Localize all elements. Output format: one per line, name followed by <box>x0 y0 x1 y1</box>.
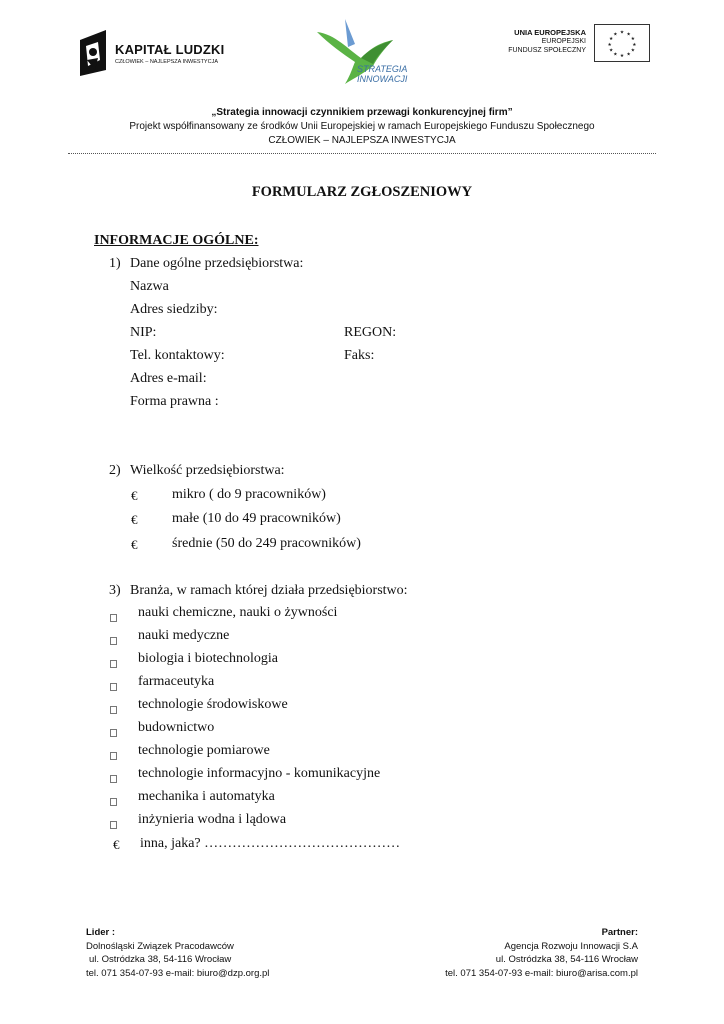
size-option-bullet[interactable]: € <box>131 537 138 552</box>
section-heading: INFORMACJE OGÓLNE: <box>94 233 259 248</box>
industry-option: technologie informacyjno - komunikacyjne <box>138 766 381 781</box>
svg-text:★: ★ <box>619 30 625 36</box>
q2-number: 2) <box>109 463 121 478</box>
industry-checkbox[interactable] <box>110 632 117 650</box>
footer-partner-address: ul. Ostródzka 38, 54-116 Wrocław <box>495 954 638 965</box>
industry-option: technologie środowiskowe <box>138 697 288 712</box>
q1-label: Dane ogólne przedsiębiorstwa: <box>130 256 304 271</box>
header-divider <box>68 153 656 154</box>
strategia-innowacji-logo <box>315 14 425 90</box>
industry-option: technologie pomiarowe <box>138 743 270 758</box>
industry-checkbox[interactable] <box>110 770 117 788</box>
size-option-bullet[interactable]: € <box>131 512 138 527</box>
size-option-srednie: średnie (50 do 249 pracowników) <box>172 536 361 551</box>
size-option-male: małe (10 do 49 pracowników) <box>172 511 341 526</box>
svg-text:★: ★ <box>608 48 614 54</box>
industry-other-bullet[interactable]: € <box>113 837 120 852</box>
industry-option: nauki medyczne <box>138 628 230 643</box>
svg-text:★: ★ <box>613 32 618 38</box>
size-option-mikro: mikro ( do 9 pracowników) <box>172 487 326 502</box>
industry-checkbox[interactable] <box>110 655 117 673</box>
industry-option: nauki chemiczne, nauki o żywności <box>138 605 338 620</box>
field-nazwa-label: Nazwa <box>130 279 169 294</box>
svg-text:★: ★ <box>619 54 625 60</box>
field-faks-label: Faks: <box>344 348 375 363</box>
eu-title: UNIA EUROPEJSKA <box>514 28 586 37</box>
footer-lider <box>86 926 269 980</box>
q3-label: Branża, w ramach której działa przedsiębiorstwo: <box>130 583 408 598</box>
industry-option: inżynieria wodna i lądowa <box>138 812 287 827</box>
eu-logo <box>480 24 652 64</box>
project-slogan-line: CZŁOWIEK – NAJLEPSZA INWESTYCJA <box>268 135 456 146</box>
industry-other-option: inna, jaka? …………………………………… <box>140 836 401 851</box>
svg-text:★: ★ <box>608 37 614 43</box>
industry-option: mechanika i automatyka <box>138 789 275 804</box>
q3-number: 3) <box>109 583 121 598</box>
eu-subtitle-1: EUROPEJSKI <box>541 38 586 45</box>
svg-text:★: ★ <box>630 37 636 43</box>
strategia-line: STRATEGIA <box>357 64 408 74</box>
kapital-ludzki-mark-icon <box>78 30 108 76</box>
footer-partner <box>445 926 638 980</box>
industry-checkbox[interactable] <box>110 816 117 834</box>
q1-number: 1) <box>109 256 121 271</box>
industry-checkbox[interactable] <box>110 793 117 811</box>
footer-partner-name: Agencja Rozwoju Innowacji S.A <box>504 940 638 952</box>
industry-checkbox[interactable] <box>110 724 117 742</box>
industry-checkbox[interactable] <box>110 609 117 627</box>
svg-text:★: ★ <box>626 52 631 58</box>
svg-text:★: ★ <box>632 42 637 48</box>
field-tel-label: Tel. kontaktowy: <box>130 348 225 363</box>
innowacji-line: INNOWACJI <box>357 74 408 84</box>
svg-text:★: ★ <box>607 42 612 48</box>
kapital-ludzki-logo <box>78 30 228 78</box>
eu-subtitle-2: FUNDUSZ SPOŁECZNY <box>508 47 586 54</box>
q2-label: Wielkość przedsiębiorstwa: <box>130 463 285 478</box>
footer-lider-name: Dolnośląski Związek Pracodawców <box>86 940 234 952</box>
project-title: „Strategia innowacji czynnikiem przewagi konkurencyjnej firm” <box>211 107 513 118</box>
industry-checkbox[interactable] <box>110 678 117 696</box>
svg-text:★: ★ <box>630 48 636 54</box>
svg-text:★: ★ <box>626 32 631 38</box>
eu-flag-icon <box>594 24 650 62</box>
field-email-label: Adres e-mail: <box>130 371 207 386</box>
strategia-innowacji-text <box>357 64 407 84</box>
field-adres-label: Adres siedziby: <box>130 302 218 317</box>
kapital-ludzki-title: KAPITAŁ LUDZKI <box>115 42 225 57</box>
project-cofinance-line: Projekt współfinansowany ze środków Unii Europejskiej w ramach Europejskiego Funduszu Społecznego <box>129 121 595 132</box>
industry-checkbox[interactable] <box>110 701 117 719</box>
size-option-bullet[interactable]: € <box>131 488 138 503</box>
industry-option: farmaceutyka <box>138 674 215 689</box>
kapital-ludzki-subtitle: CZŁOWIEK – NAJLEPSZA INWESTYCJA <box>115 59 218 65</box>
form-title: FORMULARZ ZGŁOSZENIOWY <box>251 184 473 200</box>
field-forma-label: Forma prawna : <box>130 394 219 409</box>
footer-partner-label: Partner: <box>601 927 638 938</box>
industry-checkbox[interactable] <box>110 747 117 765</box>
field-nip-label: NIP: <box>130 325 157 340</box>
footer-lider-address: ul. Ostródzka 38, 54-116 Wrocław <box>89 954 232 965</box>
svg-text:★: ★ <box>613 52 618 58</box>
footer-lider-contact: tel. 071 354-07-93 e-mail: biuro@dzp.org.pl <box>86 967 270 979</box>
footer-partner-contact: tel. 071 354-07-93 e-mail: biuro@arisa.com.pl <box>445 967 638 979</box>
industry-option: biologia i biotechnologia <box>138 651 278 666</box>
industry-option: budownictwo <box>138 720 215 735</box>
footer-lider-label: Lider : <box>86 927 116 938</box>
field-regon-label: REGON: <box>344 325 397 340</box>
